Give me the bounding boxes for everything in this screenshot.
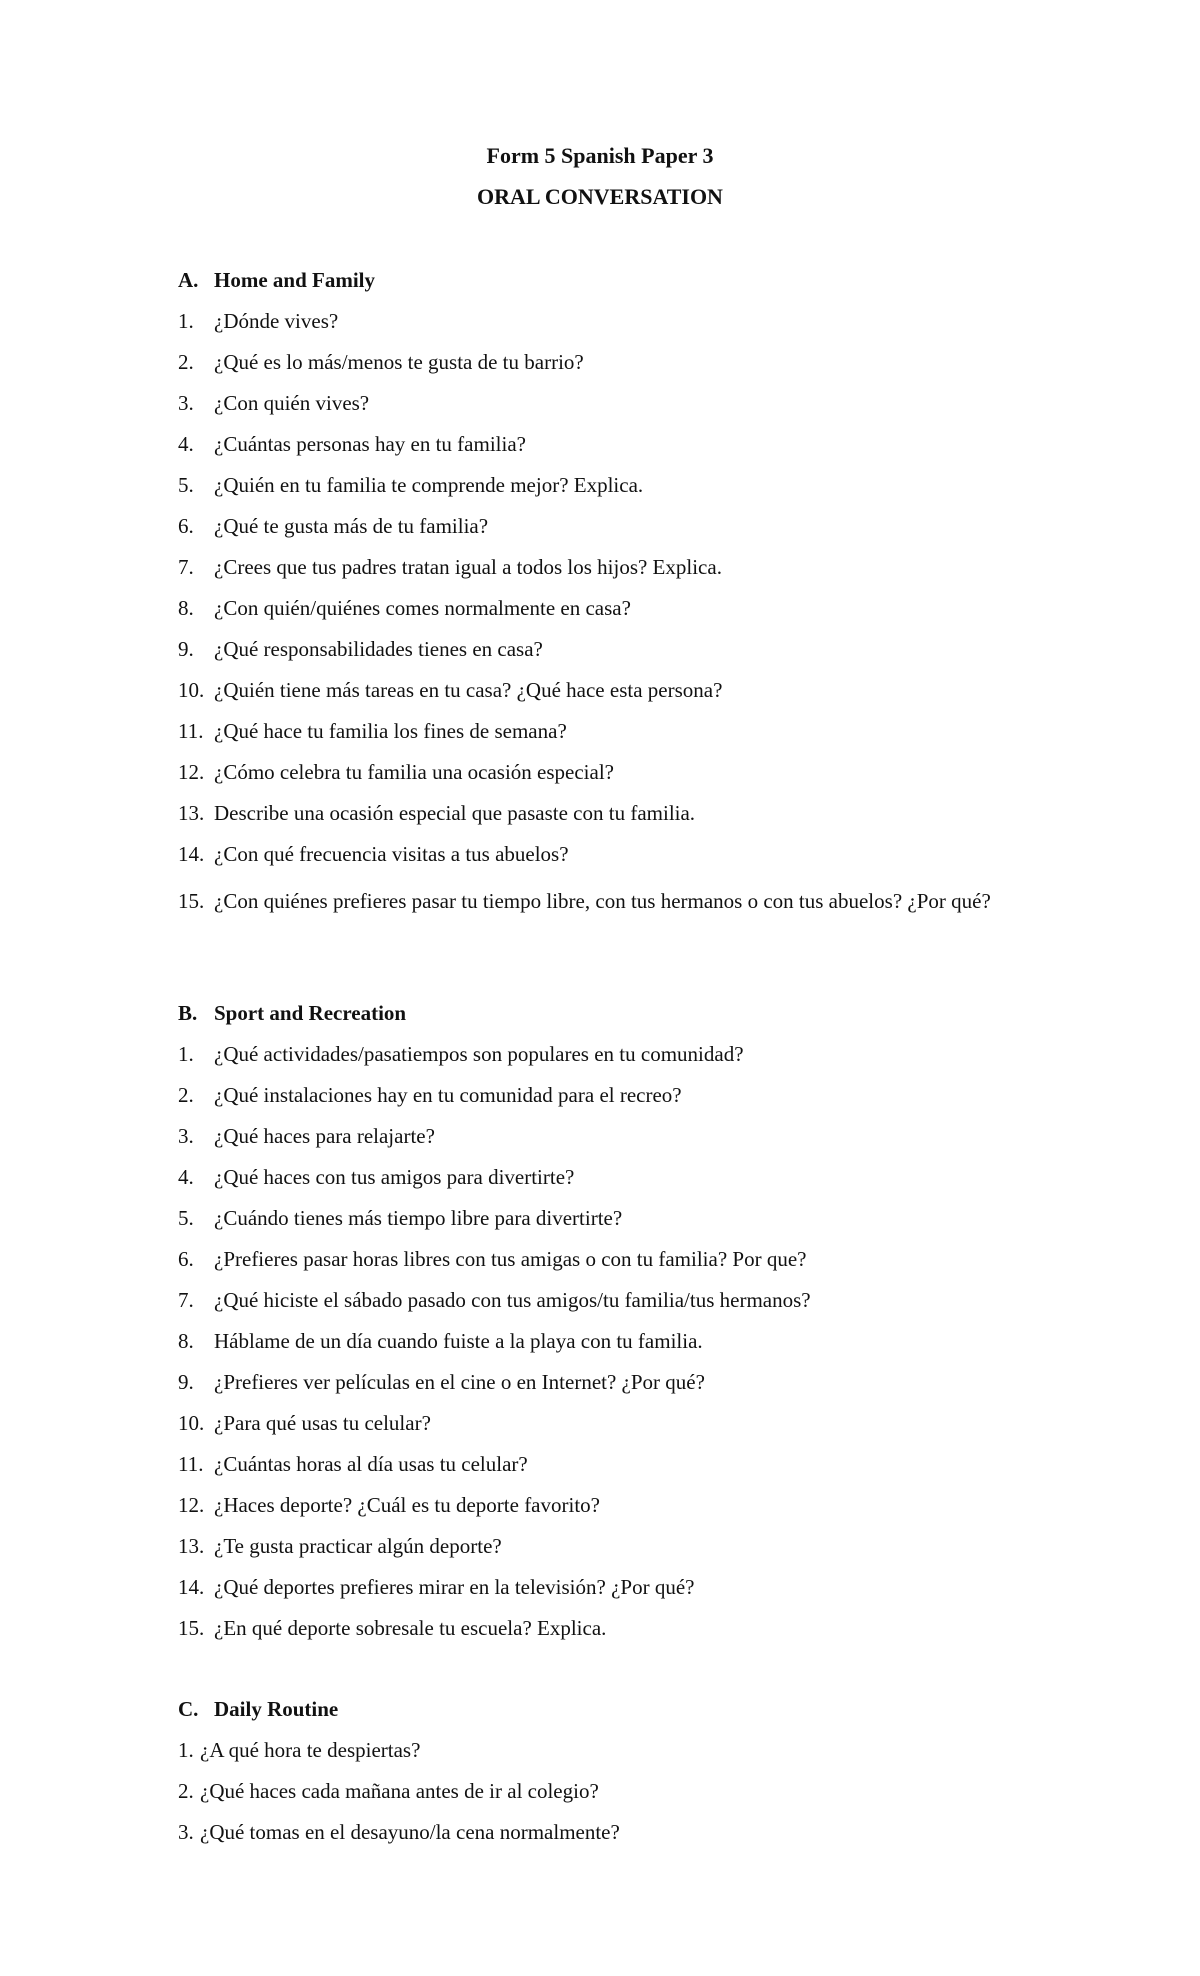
question-item — [178, 553, 1078, 594]
question-number: 6. — [178, 514, 194, 538]
question-text: ¿Dónde vives? — [214, 309, 339, 333]
question-text: ¿Qué actividades/pasatiempos son populares en tu comunidad? — [214, 1042, 744, 1066]
question-number: 9. — [178, 637, 194, 661]
section-heading — [178, 999, 1078, 1040]
section-title: Home and Family — [214, 268, 375, 292]
question-item — [178, 676, 1078, 717]
question-text: ¿Qué haces para relajarte? — [214, 1124, 435, 1148]
question-number: 7. — [178, 555, 194, 579]
question-item — [178, 1818, 1078, 1859]
question-text: ¿Con quién vives? — [214, 391, 370, 415]
question-item — [178, 389, 1078, 430]
question-text: ¿Prefieres pasar horas libres con tus amigas o con tu familia? Por que? — [214, 1247, 807, 1271]
question-item — [178, 1081, 1078, 1122]
question-text: ¿Qué instalaciones hay en tu comunidad para el recreo? — [214, 1083, 682, 1107]
question-item — [178, 1245, 1078, 1286]
question-text: ¿Prefieres ver películas en el cine o en Internet? ¿Por qué? — [214, 1370, 705, 1394]
question-text: ¿Con quiénes prefieres pasar tu tiempo libre, con tus hermanos o con tus abuelos? ¿Por qué? — [214, 889, 991, 913]
section-sport-and-recreation — [178, 999, 1078, 1655]
question-number: 10. — [178, 678, 205, 702]
question-number: 12. — [178, 1493, 205, 1517]
question-number: 14. — [178, 1575, 205, 1599]
question-item — [178, 1040, 1078, 1081]
question-item — [178, 307, 1078, 348]
question-text: ¿A qué hora te despiertas? — [200, 1738, 421, 1762]
question-text: Describe una ocasión especial que pasaste con tu familia. — [214, 801, 696, 825]
question-text: ¿Cuántas personas hay en tu familia? — [214, 432, 526, 456]
question-number: 10. — [178, 1411, 205, 1435]
question-item — [178, 881, 1078, 922]
question-number: 2. — [178, 1779, 194, 1803]
question-text: ¿Te gusta practicar algún deporte? — [214, 1534, 502, 1558]
question-item — [178, 758, 1078, 799]
question-number: 1. — [178, 1042, 194, 1066]
question-item — [178, 1450, 1078, 1491]
question-number: 3. — [178, 1124, 194, 1148]
section-heading — [178, 266, 1078, 307]
question-text: ¿Qué deportes prefieres mirar en la televisión? ¿Por qué? — [214, 1575, 695, 1599]
question-number: 8. — [178, 596, 194, 620]
question-text: ¿Qué responsabilidades tienes en casa? — [214, 637, 543, 661]
question-item — [178, 1368, 1078, 1409]
question-item — [178, 1327, 1078, 1368]
question-number: 7. — [178, 1288, 194, 1312]
question-text: ¿Cuántas horas al día usas tu celular? — [214, 1452, 528, 1476]
question-text: ¿Qué es lo más/menos te gusta de tu barrio? — [214, 350, 584, 374]
question-text: ¿Crees que tus padres tratan igual a todos los hijos? Explica. — [214, 555, 722, 579]
question-number: 3. — [178, 391, 194, 415]
question-item — [178, 430, 1078, 471]
question-item — [178, 1286, 1078, 1327]
question-number: 14. — [178, 842, 205, 866]
question-item — [178, 717, 1078, 758]
section-heading — [178, 1695, 1078, 1736]
question-text: ¿Quién tiene más tareas en tu casa? ¿Qué hace esta persona? — [214, 678, 723, 702]
question-text: ¿Qué haces cada mañana antes de ir al colegio? — [200, 1779, 599, 1803]
question-number: 2. — [178, 350, 194, 374]
question-text: ¿Qué te gusta más de tu familia? — [214, 514, 489, 538]
question-item — [178, 1491, 1078, 1532]
document-subtitle: ORAL CONVERSATION — [477, 184, 723, 209]
question-number: 3. — [178, 1820, 194, 1844]
document-title: Form 5 Spanish Paper 3 — [486, 143, 714, 168]
question-text: ¿Qué tomas en el desayuno/la cena normalmente? — [200, 1820, 620, 1844]
question-number: 12. — [178, 760, 205, 784]
section-letter: C. — [178, 1697, 199, 1721]
question-number: 4. — [178, 432, 194, 456]
question-item — [178, 799, 1078, 840]
section-title: Daily Routine — [214, 1697, 339, 1721]
question-number: 9. — [178, 1370, 194, 1394]
question-item — [178, 1614, 1078, 1655]
question-item — [178, 840, 1078, 881]
question-item — [178, 1736, 1078, 1777]
question-text: ¿Haces deporte? ¿Cuál es tu deporte favorito? — [214, 1493, 600, 1517]
section-daily-routine — [178, 1695, 1078, 1859]
question-text: ¿Cuándo tienes más tiempo libre para divertirte? — [214, 1206, 623, 1230]
question-number: 11. — [178, 1452, 204, 1476]
question-number: 11. — [178, 719, 204, 743]
question-number: 2. — [178, 1083, 194, 1107]
question-text: ¿Qué hace tu familia los fines de semana? — [214, 719, 567, 743]
question-item — [178, 1204, 1078, 1245]
question-item — [178, 471, 1078, 512]
section-letter: A. — [178, 268, 199, 292]
question-item — [178, 1573, 1078, 1614]
question-item — [178, 1409, 1078, 1450]
question-text: ¿En qué deporte sobresale tu escuela? Explica. — [214, 1616, 607, 1640]
question-item — [178, 512, 1078, 553]
question-number: 5. — [178, 473, 194, 497]
question-text: ¿Con qué frecuencia visitas a tus abuelos? — [214, 842, 569, 866]
question-number: 15. — [178, 889, 205, 913]
question-number: 8. — [178, 1329, 194, 1353]
question-item — [178, 1532, 1078, 1573]
section-home-and-family — [178, 266, 1078, 922]
question-text: ¿Cómo celebra tu familia una ocasión especial? — [214, 760, 614, 784]
question-item — [178, 1122, 1078, 1163]
question-number: 1. — [178, 309, 194, 333]
question-item — [178, 594, 1078, 635]
question-number: 15. — [178, 1616, 205, 1640]
question-item — [178, 348, 1078, 389]
question-number: 1. — [178, 1738, 194, 1762]
question-number: 5. — [178, 1206, 194, 1230]
question-text: ¿Quién en tu familia te comprende mejor? Explica. — [214, 473, 644, 497]
question-text: ¿Con quién/quiénes comes normalmente en casa? — [214, 596, 631, 620]
question-item — [178, 1777, 1078, 1818]
question-number: 13. — [178, 801, 205, 825]
section-title: Sport and Recreation — [214, 1001, 407, 1025]
question-text: ¿Qué haces con tus amigos para divertirte? — [214, 1165, 575, 1189]
question-number: 13. — [178, 1534, 205, 1558]
question-text: ¿Para qué usas tu celular? — [214, 1411, 431, 1435]
question-number: 6. — [178, 1247, 194, 1271]
question-number: 4. — [178, 1165, 194, 1189]
section-letter: B. — [178, 1001, 198, 1025]
question-item — [178, 1163, 1078, 1204]
question-text: ¿Qué hiciste el sábado pasado con tus amigos/tu familia/tus hermanos? — [214, 1288, 811, 1312]
question-item — [178, 635, 1078, 676]
question-text: Háblame de un día cuando fuiste a la playa con tu familia. — [214, 1329, 703, 1353]
